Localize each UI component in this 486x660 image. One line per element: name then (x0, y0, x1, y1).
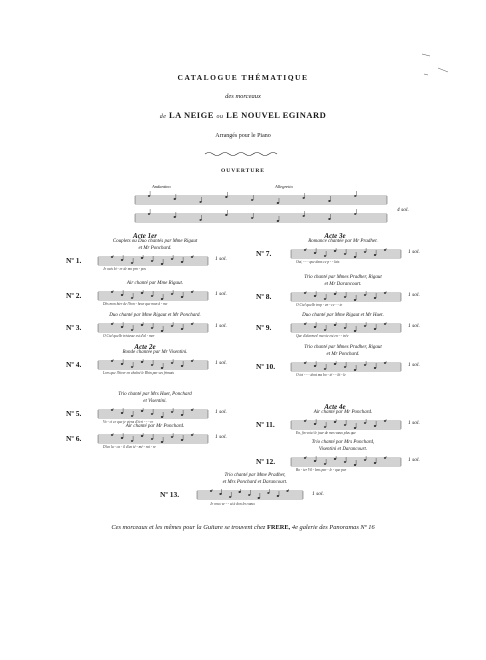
item-4-number: Nº 4. (66, 360, 82, 369)
acte-3-heading: Acte 3e (324, 232, 346, 240)
item-3-lyrics: O Ciel quelle tristesse est d'al - mer (103, 334, 155, 338)
item-10-staff (290, 361, 404, 373)
item-12-caption: Trio chanté par Mrs Ponchard, (311, 440, 375, 445)
overture-tempo-1: Andantino (152, 184, 171, 189)
item-12-mark: 1 sol. (408, 457, 420, 463)
opera-title-a: LA NEIGE (169, 110, 214, 120)
item-1-number: Nº 1. (66, 256, 82, 265)
overture-score (133, 190, 391, 234)
item-9-number: Nº 9. (256, 323, 272, 332)
item-4-lyrics: Lors que l'hiver en chaîné le Rhin par ses frimats (103, 371, 174, 375)
item-9-lyrics: Que d'alarmes! ma vie est en - - trée (296, 334, 349, 338)
item-5-lyrics: Vo - ci ce que je viens d'écri - - - re (103, 420, 154, 424)
item-5-caption-2: et Visentini. (143, 399, 167, 404)
item-12-number: Nº 12. (256, 457, 276, 466)
item-10-number: Nº 10. (256, 362, 276, 371)
item-2-mark: 1 sol. (215, 291, 227, 297)
footer-text: Ces morceaux et les mêmes pour la Guitare se trouvent chez (111, 524, 266, 531)
item-7-caption: Romance chantée par Mr Pradher. (308, 239, 378, 244)
page-title: CATALOGUE THÉMATIQUE (177, 73, 309, 82)
opera-mid: ou (216, 114, 224, 120)
page-subtitle: des morceaux (225, 93, 261, 100)
overture-tempo-2: Allegretto (275, 184, 293, 189)
item-2-number: Nº 2. (66, 291, 82, 300)
item-13-mark: 1 sol. (312, 491, 324, 497)
item-1-staff (97, 255, 211, 267)
item-6-lyrics: D'un lu - ca - il d'un té - mé - rai - re (103, 445, 156, 449)
item-4-mark: 1 sol. (215, 360, 227, 366)
acte-2-heading: Acte 2e (134, 343, 156, 351)
item-10-caption: Trio chanté par Mmes Pradher, Rigaut (304, 345, 382, 350)
opera-prefix: de (159, 114, 167, 120)
item-3-staff (97, 322, 211, 334)
item-2-lyrics: Dès mon hier de l'hon - heur que mon â - me (103, 302, 168, 306)
publisher-footer (0, 524, 486, 531)
item-3-number: Nº 3. (66, 323, 82, 332)
acte-1-heading: Acte 1er (133, 232, 157, 240)
item-10-caption-2: et Mr Ponchard. (326, 352, 360, 357)
footer-address: 4e galerie des Panoramas Nº 16 (291, 524, 375, 531)
item-8-staff (290, 291, 404, 303)
item-12-caption-2: Visentini et Darancourt. (318, 447, 368, 452)
opera-title-b: LE NOUVEL EGINARD (226, 110, 327, 120)
item-12-lyrics: Bo - ter Vil - lens par - le - que par (296, 468, 347, 472)
item-11-lyrics: En, fin voici le jour de mes vœux plus que (296, 431, 356, 435)
item-2-staff (97, 290, 211, 302)
item-8-mark: 1 sol. (408, 292, 420, 298)
item-6-number: Nº 6. (66, 434, 82, 443)
item-8-number: Nº 8. (256, 292, 272, 301)
item-5-caption: Trio chanté par Mrs Huet, Ponchard (118, 392, 192, 397)
acte-4-heading: Acte 4e (324, 403, 346, 411)
item-9-mark: 1 sol. (408, 323, 420, 329)
item-10-lyrics: O toi - - - dont ma bo - té - - lit - le (296, 373, 346, 377)
item-1-mark: 1 sol. (215, 256, 227, 262)
item-3-mark: 1 sol. (215, 323, 227, 329)
item-1-caption: Couplets ou Duo chantés par Mme Rigaut (112, 239, 198, 244)
item-5-staff (97, 408, 211, 420)
item-11-mark: 1 sol. (408, 420, 420, 426)
arranged-note: Arrangés pour le Piano (215, 133, 271, 139)
item-4-caption: Ronde chantée par Mr Visentini. (122, 350, 188, 355)
overture-label: OUVERTURE (221, 168, 265, 174)
item-10-mark: 1 sol. (408, 362, 420, 368)
footer-publisher: FRERE, (267, 524, 291, 531)
item-1-lyrics: Je vais bi - er de mo pro - pos (103, 267, 146, 271)
item-4-staff (97, 359, 211, 371)
item-8-caption: Trio chanté par Mmes Pradher, Rigaut (304, 275, 382, 280)
item-2-caption: Air chanté par Mme Rigaut. (126, 281, 184, 286)
item-7-mark: 1 sol. (408, 249, 420, 255)
item-13-caption-2: et Mrs Ponchard et Darancourt. (222, 480, 288, 485)
opera-title (0, 110, 486, 120)
item-6-staff (97, 433, 211, 445)
item-13-number: Nº 13. (160, 490, 180, 499)
item-6-caption: Air chanté par Mr Ponchard. (125, 424, 185, 429)
item-13-staff (196, 489, 306, 501)
item-8-caption-2: et Mr Darancourt. (324, 282, 362, 287)
ornament-rule (203, 150, 283, 158)
item-7-staff (290, 248, 404, 260)
item-5-number: Nº 5. (66, 409, 82, 418)
item-13-lyrics: Je veux ve - - ui à don les vœux (210, 502, 255, 506)
item-13-caption: Trio chanté par Mme Pradher, (224, 473, 286, 478)
item-12-staff (290, 456, 404, 468)
item-7-lyrics: Oui, - - - que dans ce p - - lais (296, 260, 340, 264)
item-11-caption: Air chanté par Mr Ponchard. (313, 410, 373, 415)
item-1-caption-2: et Mr Ponchard. (138, 246, 172, 251)
item-11-staff (290, 419, 404, 431)
item-9-staff (290, 322, 404, 334)
item-11-number: Nº 11. (256, 420, 275, 429)
item-3-caption: Duo chanté par Mme Rigaut et Mr Ponchard. (109, 313, 201, 318)
item-7-number: Nº 7. (256, 249, 272, 258)
item-5-mark: 1 sol. (215, 409, 227, 415)
item-6-mark: 1 sol. (215, 434, 227, 440)
item-9-caption: Duo chanté par Mme Rigaut et Mr Huet. (302, 313, 384, 318)
item-8-lyrics: O Ciel quelle trop - en - ce - - te (296, 303, 343, 307)
overture-mark: 4 sol. (397, 207, 409, 213)
